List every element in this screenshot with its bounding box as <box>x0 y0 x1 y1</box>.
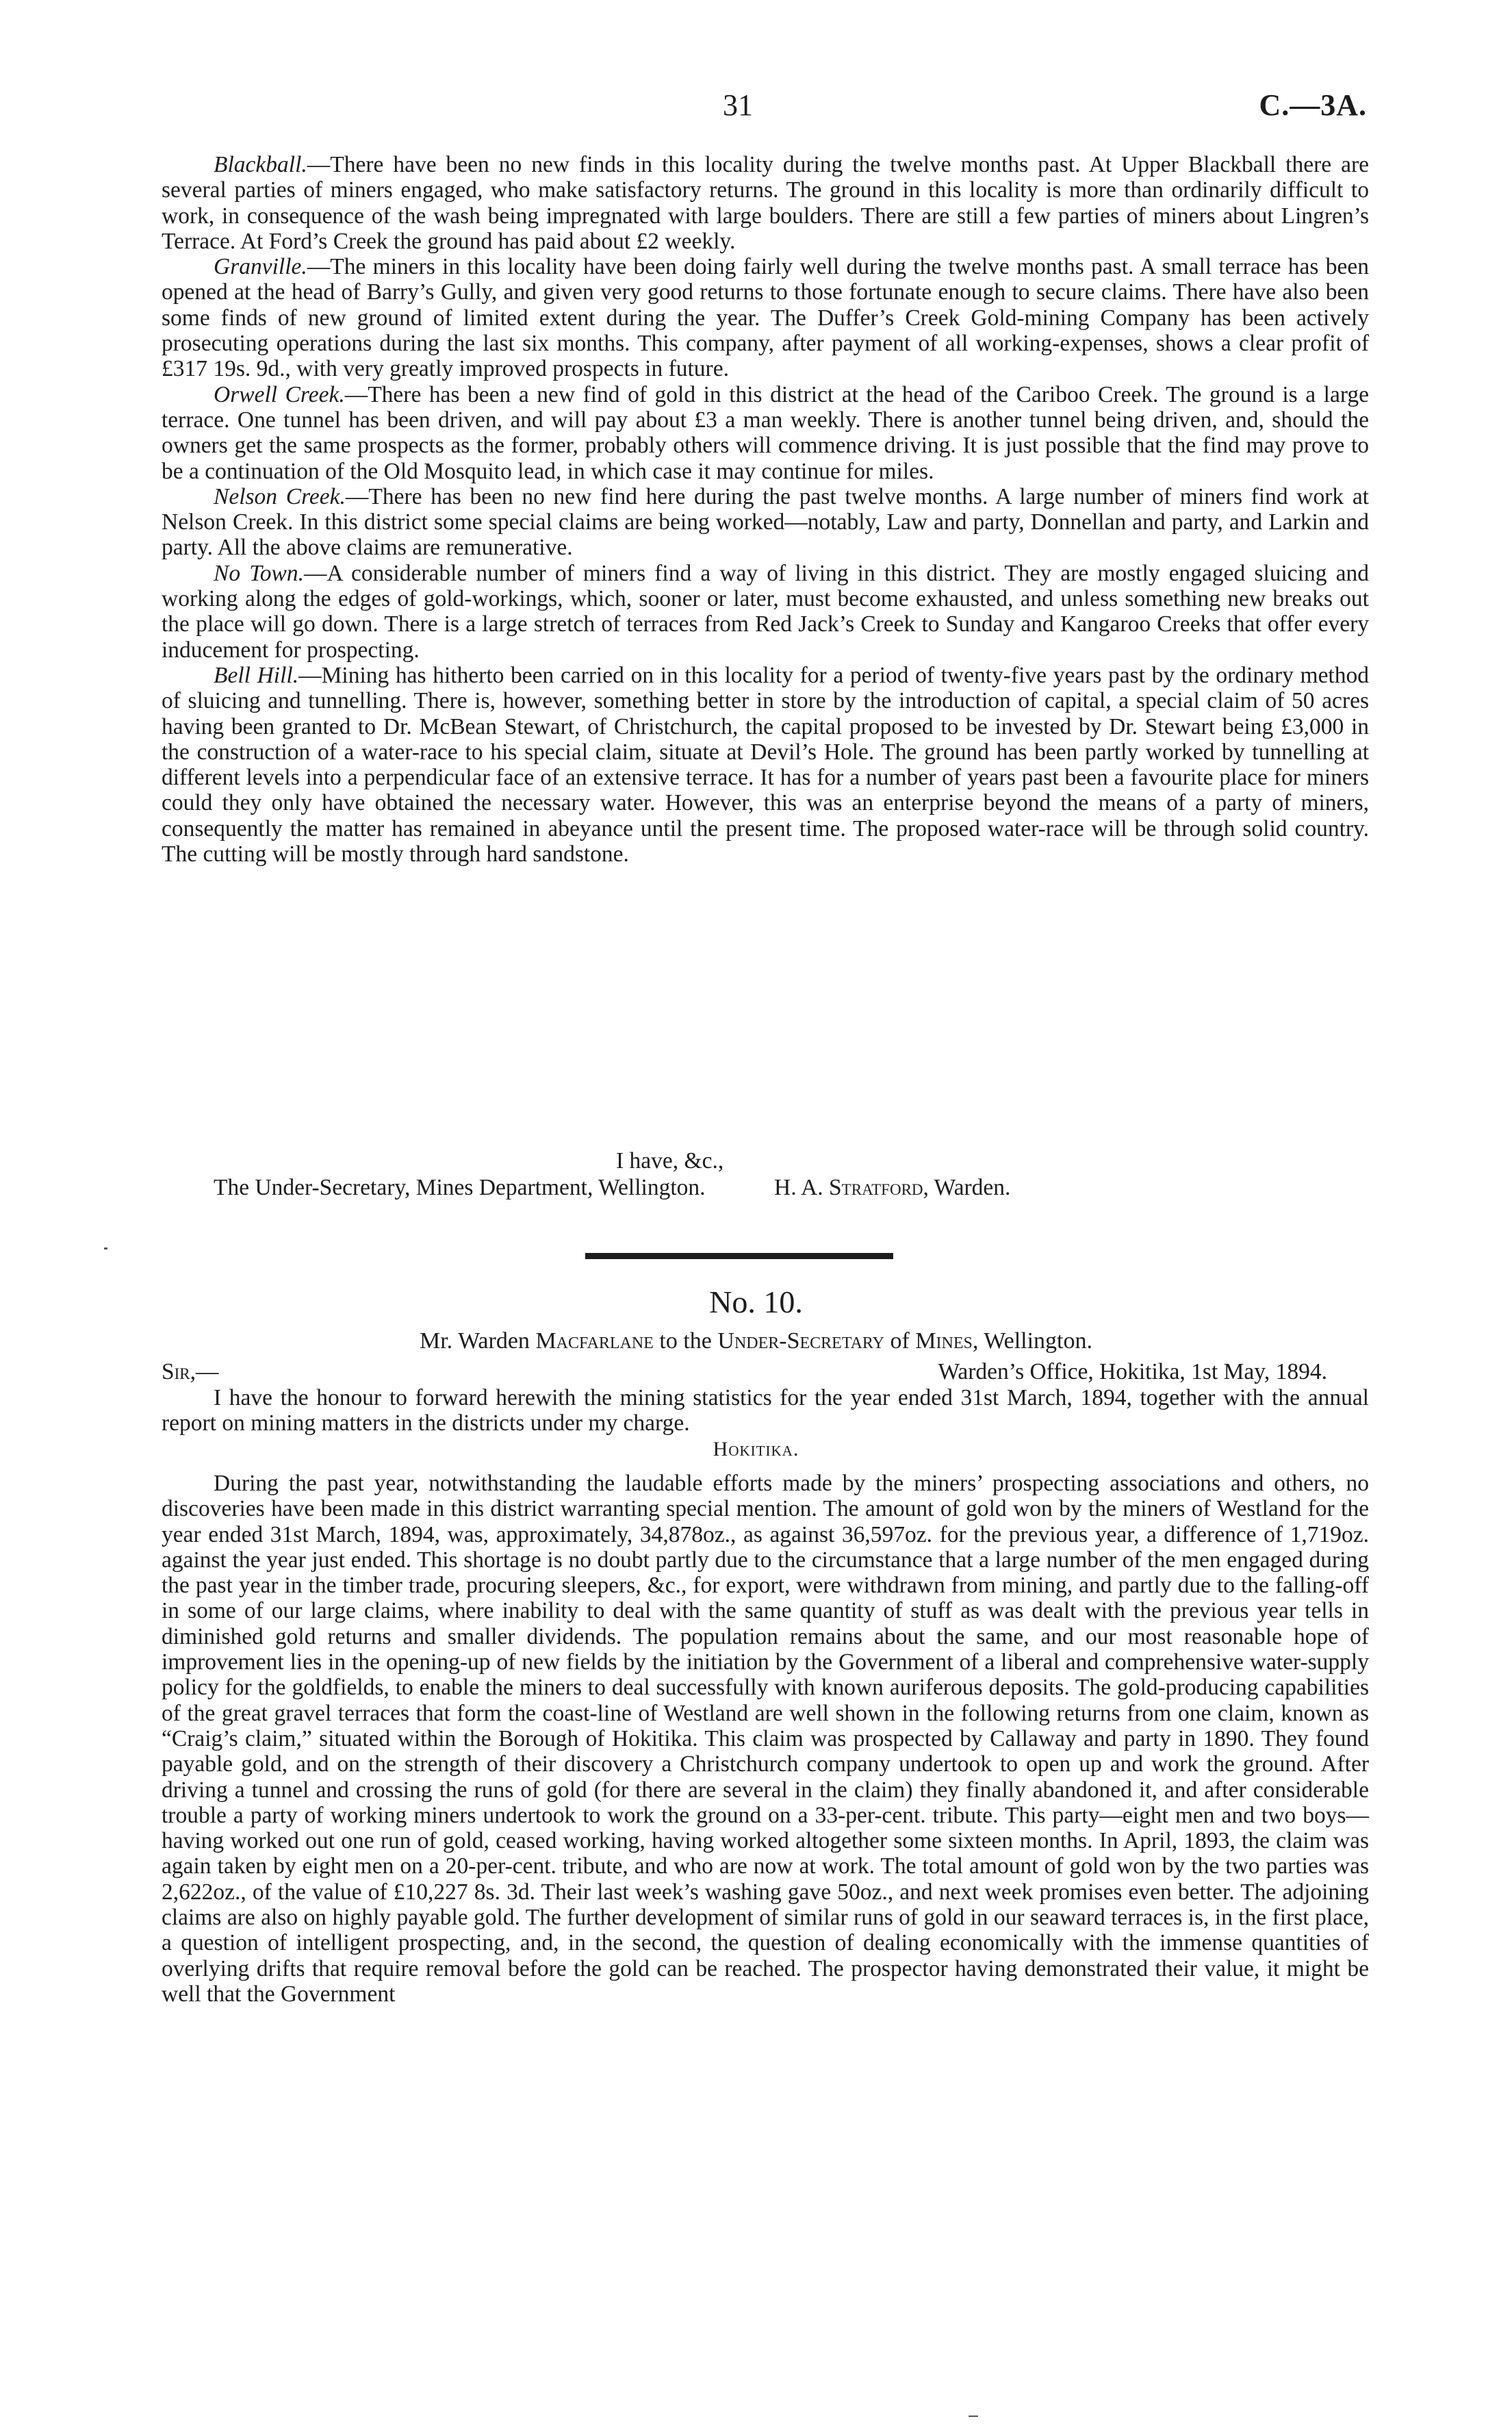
addressee: The Under-Secretary, Mines Department, Wellington. <box>214 1175 706 1200</box>
place-name: Granville. <box>214 254 307 280</box>
signature <box>774 1175 1010 1201</box>
from-name: Macfarlane <box>535 1328 654 1354</box>
paragraph-text: —There has been a new find of gold in this district at the head of the Cariboo Creek. The ground is a large terrace. One tunnel has been driven, and will pay about £3 a man weekly. There is another tunnel being driven, and, should the owners get the same prospects as the former, probably others will commence driving. It is just possible that the find may prove to be a continuation of the Old Mosquito lead, in which case it may continue for miles. <box>162 381 1369 484</box>
paper-code: C.—3A. <box>1259 88 1367 122</box>
place-name: Bell Hill. <box>214 662 299 688</box>
place-name: Orwell Creek. <box>214 381 345 407</box>
paragraph-nelson-creek <box>162 484 1369 561</box>
recipient-mines: Mines <box>915 1328 973 1354</box>
page-number: 31 <box>723 88 753 122</box>
salutation: Sir,— <box>162 1359 219 1384</box>
signer-initials: H. A. <box>774 1175 823 1200</box>
paragraph-text: —Mining has hitherto been carried on in this locality for a period of twenty-five years past by the ordinary method of sluicing and tunnelling. There is, however, something better in store by the introduction of capital, a special claim of 50 acres having been granted to Dr. McBean Stewart, of Christchurch, the capital proposed to be invested by Dr. Stewart being £3,000 in the construction of a water-race to his special claim, situate at Devil’s Hole. The ground has been partly worked by tunnelling at different levels into a perpendicular face of an extensive terrace. It has for a number of years past been a favourite place for miners could they only have obtained the necessary water. However, this was an enterprise beyond the means of a party of miners, consequently the matter has remained in abeyance until the present time. The proposed water-race will be through solid country. The cutting will be mostly through hard sandstone. <box>162 662 1369 867</box>
scan-speck <box>104 1247 107 1250</box>
intro-paragraph: I have the honour to forward herewith the mining statistics for the year ended 31st March, 1894, together with the annual report on mining matters in the districts under my charge. <box>162 1385 1369 1436</box>
paragraph-blackball <box>162 152 1369 254</box>
paragraph-orwell-creek <box>162 382 1369 484</box>
recipient-of: of <box>884 1328 916 1354</box>
signer-name: Stratford <box>829 1175 923 1200</box>
place-name: Blackball. <box>214 152 307 177</box>
from-prefix: Mr. Warden <box>420 1328 536 1354</box>
recipient-place: , Wellington. <box>972 1328 1092 1354</box>
closing-line: I have, &c., <box>616 1148 724 1174</box>
place-name: Nelson Creek. <box>214 483 346 509</box>
paragraph-text: —There have been no new finds in this locality during the twelve months past. At Upper Blackball there are several parties of miners engaged, who make satisfactory returns. The ground in this locality is more than ordinarily difficult to work, in consequence of the wash being impregnated with large boulders. There are still a few parties of miners about Lingren’s Terrace. At Ford’s Creek the ground has paid about £2 weekly. <box>162 152 1369 254</box>
place-name: No Town. <box>214 560 305 586</box>
paragraph-no-town <box>162 561 1369 663</box>
report-1-body <box>162 152 1369 867</box>
paragraph-text: —There has been no new find here during the past twelve months. A large number of miners find work at Nelson Creek. In this district some special claims are being worked—notably, Law and party, Donnellan and party, and Larkin and party. All the above claims are remunerative. <box>162 483 1369 561</box>
from-to: to the <box>653 1328 718 1354</box>
paragraph-granville <box>162 254 1369 381</box>
paragraph-text: —A considerable number of miners find a way of living in this district. They are mostly engaged sluicing and working along the edges of gold-workings, which, sooner or later, must become exhausted, and unless something new breaks out the place will go down. There is a large stretch of terraces from Red Jack’s Creek to Sunday and Kangaroo Creeks that offer every inducement for prospecting. <box>162 560 1369 663</box>
section-subheading: Hokitika. <box>713 1438 799 1460</box>
paragraph-bell-hill <box>162 663 1369 867</box>
report-from-line <box>0 1328 1512 1354</box>
report-number: No. 10. <box>709 1284 803 1319</box>
report-2-body <box>162 1471 1369 2007</box>
dateline: Warden’s Office, Hokitika, 1st May, 1894. <box>938 1359 1327 1384</box>
scan-speck <box>969 2416 978 2417</box>
paragraph-text: —The miners in this locality have been doing fairly well during the twelve months past. A small terrace has been opened at the head of Barry’s Gully, and given very good returns to those fortunate enough to secure claims. There have also been some finds of new ground of limited extent during the year. The Duffer’s Creek Gold-mining Company has been actively prosecuting operations during the last six months. This company, after payment of all working-expenses, shows a clear profit of £317 19s. 9d., with very greatly improved prospects in future. <box>162 254 1369 382</box>
section-divider <box>585 1253 893 1259</box>
recipient: Under-Secretary <box>717 1328 884 1354</box>
signer-title: , Warden. <box>923 1175 1011 1200</box>
report-2-intro <box>162 1385 1369 1436</box>
page-header <box>0 88 1512 129</box>
hokitika-paragraph: During the past year, notwithstanding the laudable efforts made by the miners’ prospecting associations and others, no discoveries have been made in this district warranting special mention. The amount of gold won by the miners of Westland for the year ended 31st March, 1894, was, approximately, 34,878oz., as against 36,597oz. for the previous year, a difference of 1,719oz. against the year just ended. This shortage is no doubt partly due to the circumstance that a large number of the men engaged during the past year in the timber trade, procuring sleepers, &c., for export, were withdrawn from mining, and partly due to the falling-off in some of our large claims, where inability to deal with the same quantity of stuff as was dealt with the previous year tells in diminished gold returns and smaller dividends. The population remains about the same, and our most reasonable hope of improvement lies in the opening-up of new fields by the initiation by the Government of a liberal and comprehensive water-supply policy for the goldfields, to enable the miners to deal successfully with known auriferous deposits. The gold-producing capabilities of the great gravel terraces that form the coast-line of Westland are well shown in the following returns from one claim, known as “Craig’s claim,” situated within the Borough of Hokitika. This claim was prospected by Callaway and party in 1890. They found payable gold, and on the strength of their discovery a Christchurch company undertook to open up and work the ground. After driving a tunnel and crossing the runs of gold (for there are several in the claim) they finally abandoned it, and after considerable trouble a party of working miners undertook to work the ground on a 33-per-cent. tribute. This party—eight men and two boys—having worked out one run of gold, ceased working, having worked altogether some sixteen months. In April, 1893, the claim was again taken by eight men on a 20-per-cent. tribute, and who are now at work. The total amount of gold won by the two parties was 2,622oz., of the value of £10,227 8s. 3d. Their last week’s washing gave 50oz., and next week promises even better. The adjoining claims are also on highly payable gold. The further development of similar runs of gold in our seaward terraces is, in the first place, a question of intelligent prospecting, and, in the second, the question of dealing economically with the immense quantities of overlying drifts that require removal before the gold can be reached. The prospector having demonstrated their value, it might be well that the Government <box>162 1471 1369 2007</box>
